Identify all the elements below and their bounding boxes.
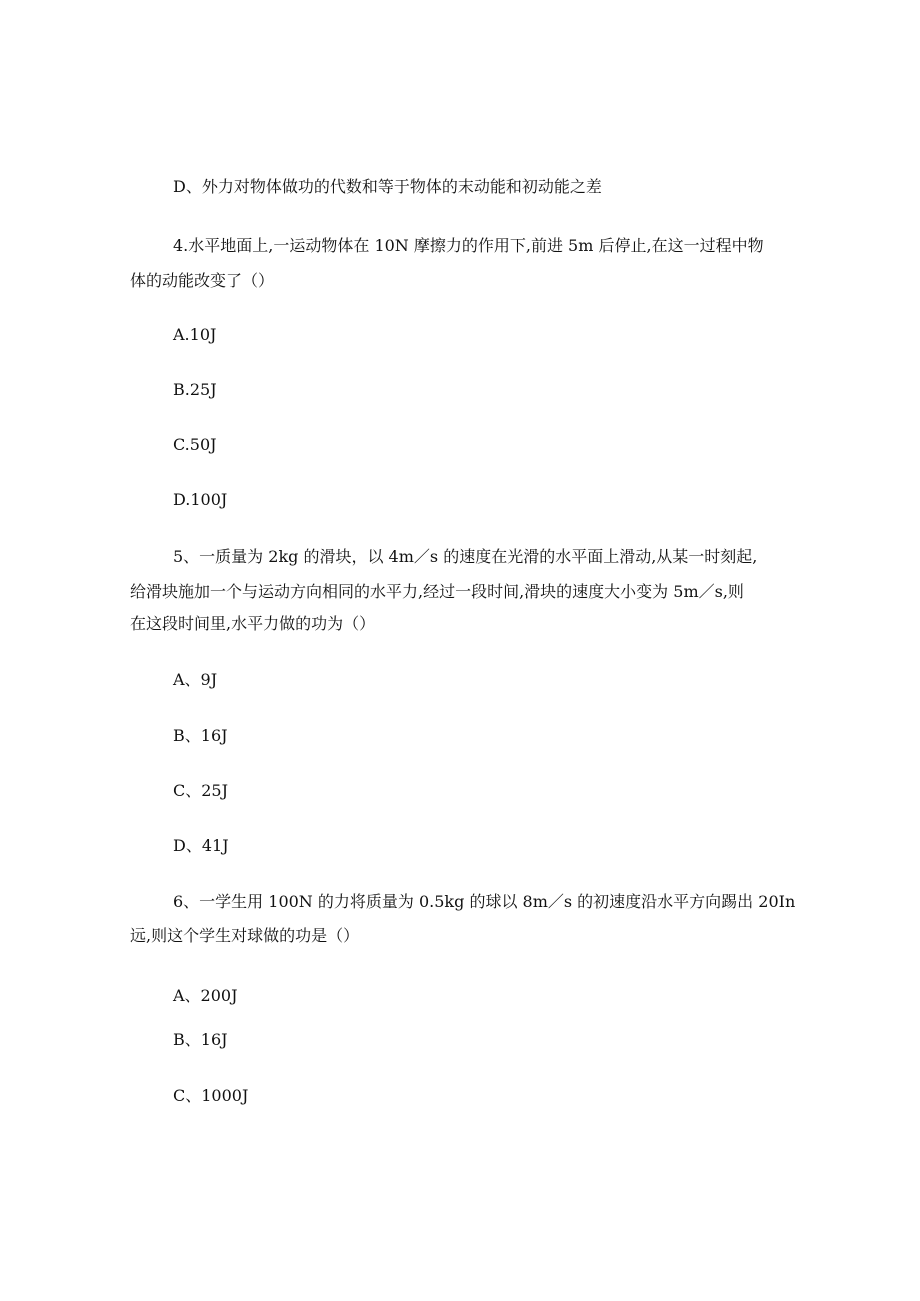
- q5-option-a: A、9J: [173, 670, 218, 689]
- q5-stem-line2: 给滑块施加一个与运动方向相同的水平力,经过一段时间,滑块的速度大小变为 5m／s,则: [130, 582, 744, 601]
- q5-option-d: D、41J: [173, 836, 229, 855]
- q5-stem-line3: 在这段时间里,水平力做的功为（）: [130, 614, 376, 633]
- q6-option-b: B、16J: [173, 1030, 228, 1049]
- q6-option-a: A、200J: [173, 986, 238, 1005]
- q4-stem-line2: 体的动能改变了（）: [130, 271, 275, 290]
- q4-stem-line1: 4.水平地面上,一运动物体在 10N 摩擦力的作用下,前进 5m 后停止,在这一过程中物: [173, 236, 764, 255]
- q4-option-d: D.100J: [173, 490, 228, 509]
- q4-option-c: C.50J: [173, 435, 217, 454]
- q3-option-d: D、外力对物体做功的代数和等于物体的末动能和初动能之差: [173, 177, 602, 196]
- q5-stem-line1: 5、一质量为 2kg 的滑块，以 4m／s 的速度在光滑的水平面上滑动,从某一时刻起,: [173, 547, 758, 566]
- q6-option-c: C、1000J: [173, 1086, 249, 1105]
- q4-option-b: B.25J: [173, 380, 217, 399]
- q6-stem-line2: 远,则这个学生对球做的功是（）: [130, 926, 360, 945]
- q5-option-c: C、25J: [173, 781, 229, 800]
- q5-option-b: B、16J: [173, 726, 228, 745]
- q4-option-a: A.10J: [173, 325, 217, 344]
- q6-stem-line1: 6、一学生用 100N 的力将质量为 0.5kg 的球以 8m／s 的初速度沿水平方向踢出 20In: [173, 892, 796, 911]
